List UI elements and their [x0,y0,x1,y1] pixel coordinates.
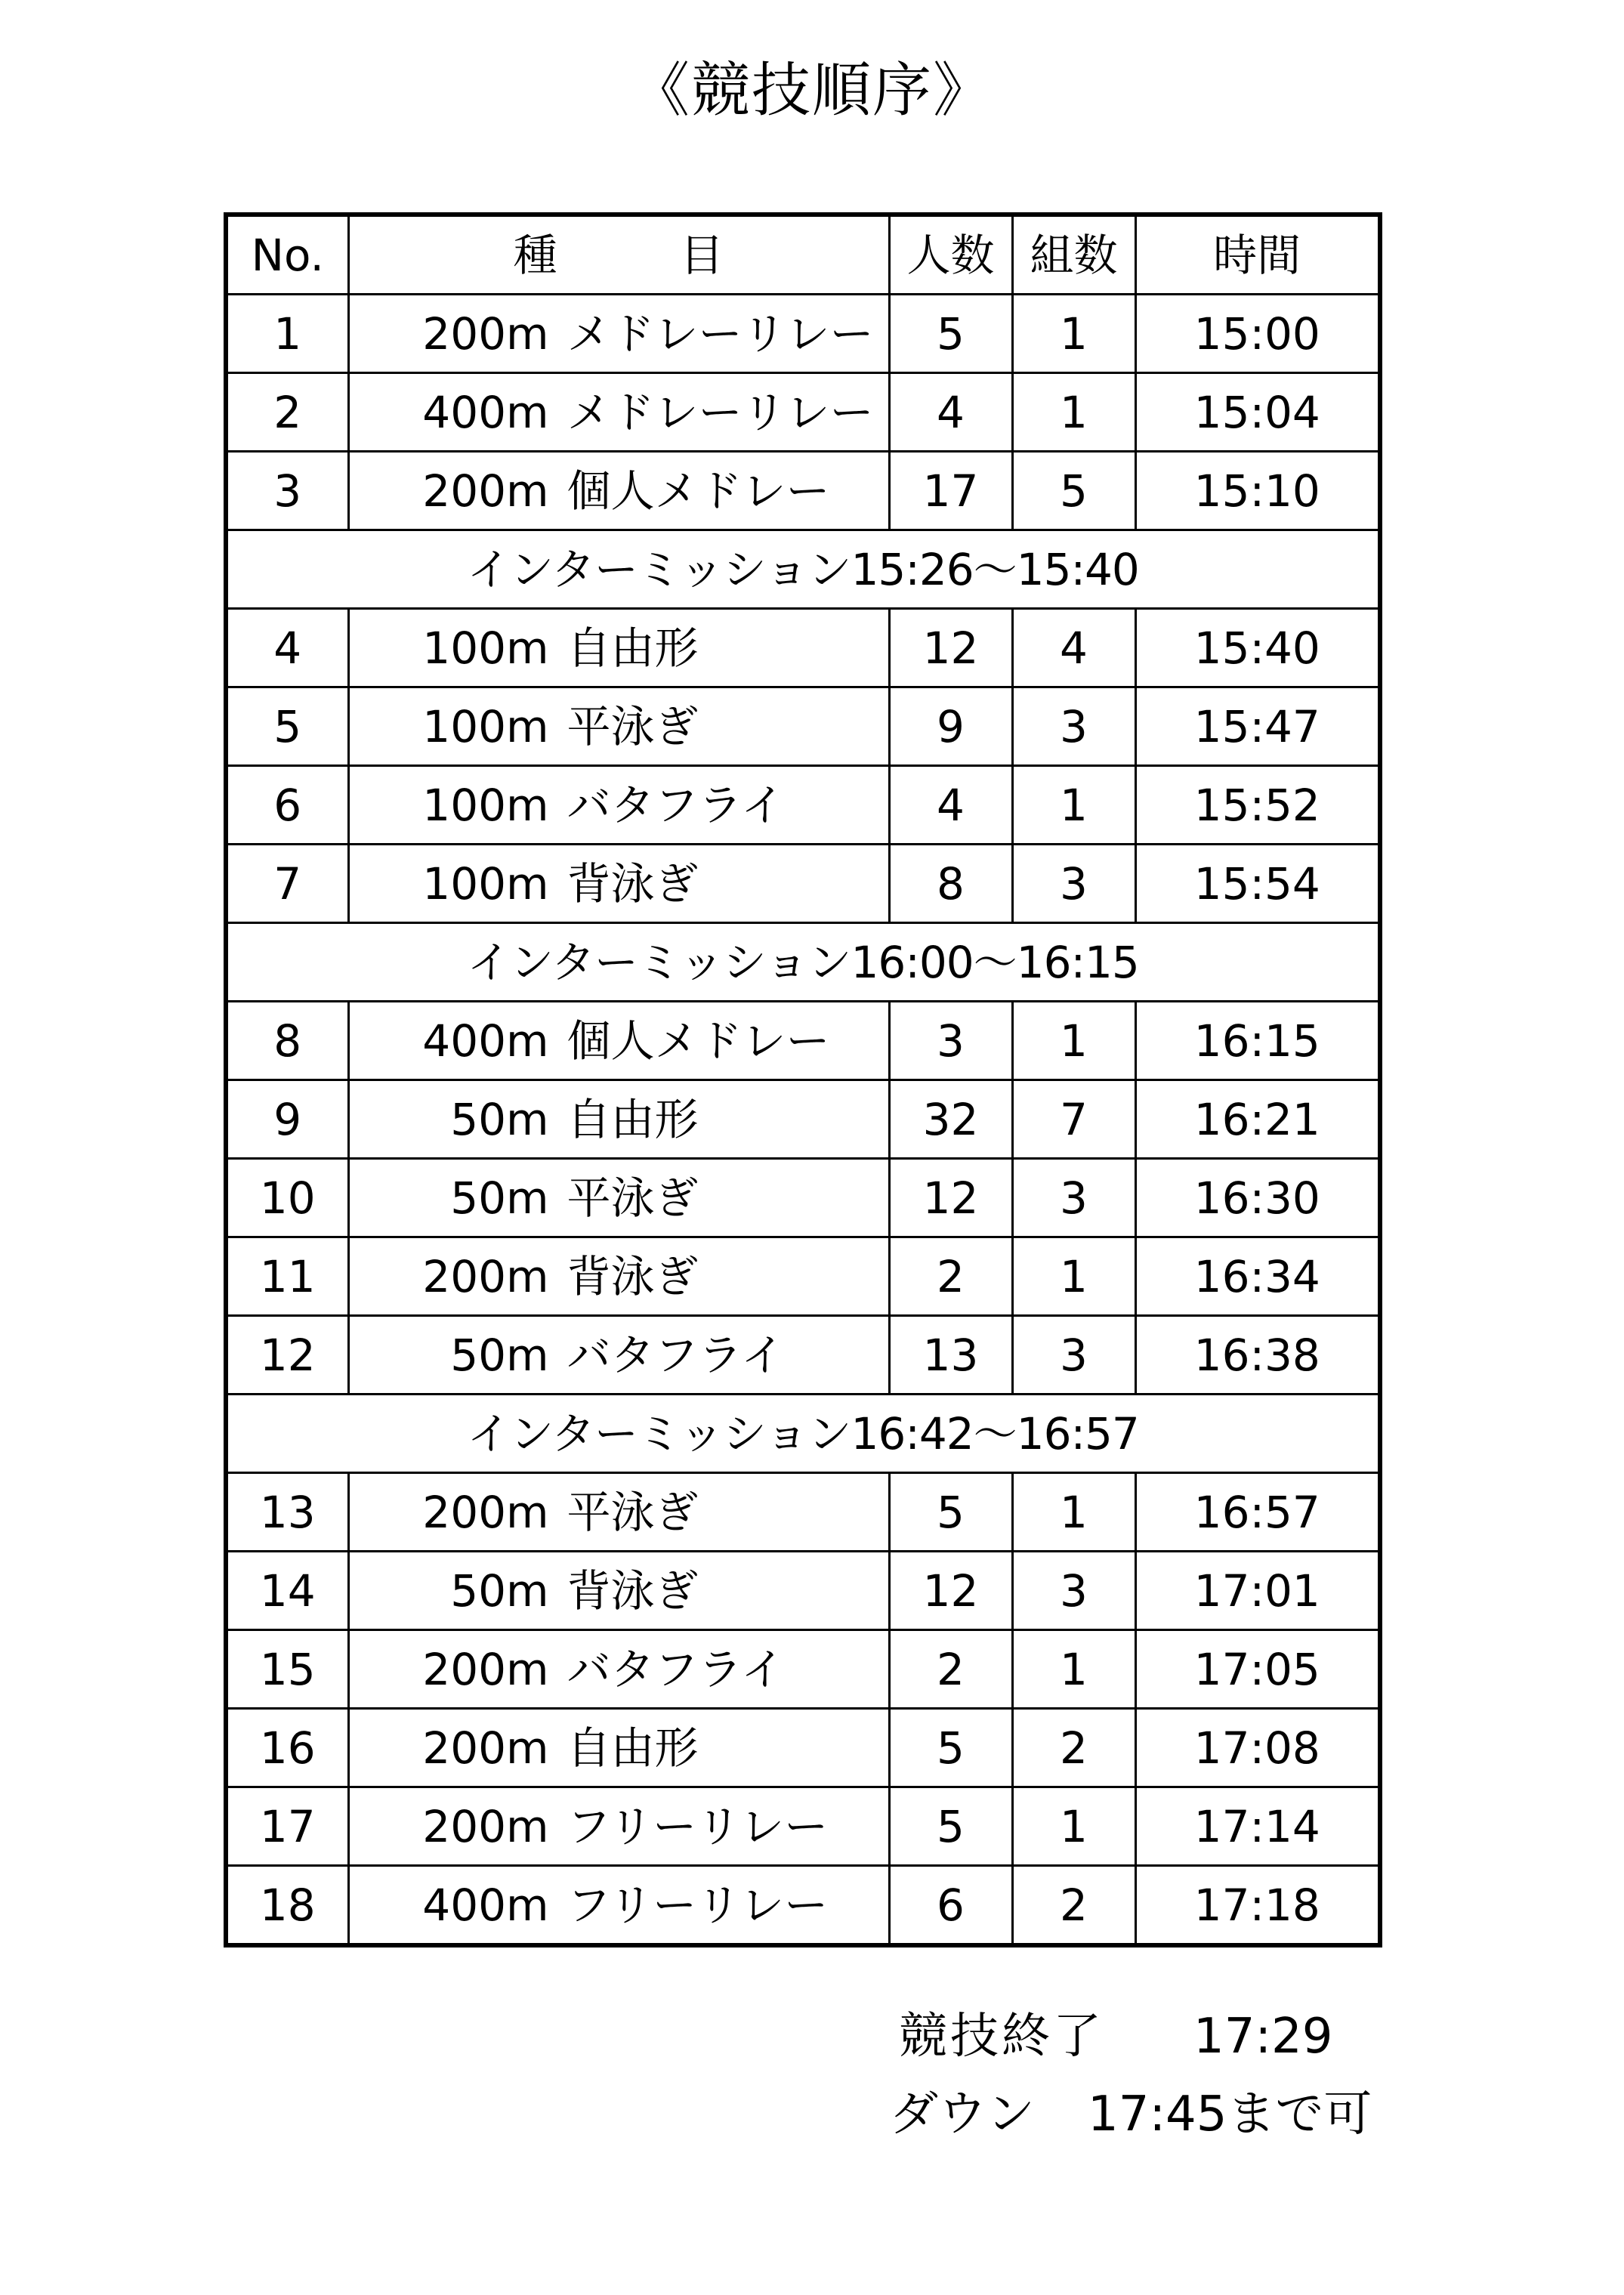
cell-swimmers: 13 [889,1316,1012,1395]
event-name: 個人メドレー [567,1015,830,1067]
table-row [226,295,1380,373]
cell-heats: 1 [1012,766,1135,845]
cell-swimmers: 12 [889,609,1012,687]
cell-heats: 1 [1012,373,1135,452]
table-row [226,1080,1380,1159]
event-distance: 50m [450,1093,549,1145]
schedule-table [224,212,1382,1948]
cell-swimmers: 17 [889,452,1012,530]
cell-event [348,295,889,373]
cell-time: 15:04 [1135,373,1380,452]
event-distance: 200m [422,1486,549,1538]
cell-swimmers: 5 [889,1787,1012,1866]
cell-heats: 3 [1012,1316,1135,1395]
table-row [226,1787,1380,1866]
cell-heats: 4 [1012,609,1135,687]
cell-event [348,1080,889,1159]
cell-heats: 3 [1012,845,1135,923]
cell-event [348,1630,889,1709]
cell-time: 15:52 [1135,766,1380,845]
intermission-text: インターミッション16:42～16:57 [226,1395,1380,1473]
page-title: 《競技順序》 [630,57,993,125]
cell-time: 16:38 [1135,1316,1380,1395]
event-distance: 200m [422,1800,549,1852]
event-distance: 100m [422,622,549,674]
event-name: 平泳ぎ [567,1486,699,1538]
cell-heats: 5 [1012,452,1135,530]
event-distance: 200m [422,465,549,517]
cell-no: 2 [226,373,348,452]
cell-swimmers: 32 [889,1080,1012,1159]
event-distance: 200m [422,1250,549,1302]
event-name: 背泳ぎ [567,1564,699,1617]
cell-time: 16:34 [1135,1237,1380,1316]
cell-time: 16:21 [1135,1080,1380,1159]
intermission-row [226,530,1380,609]
cell-no: 16 [226,1709,348,1787]
cell-heats: 2 [1012,1709,1135,1787]
cell-swimmers: 4 [889,766,1012,845]
cell-no: 13 [226,1473,348,1552]
cell-swimmers: 8 [889,845,1012,923]
table-row [226,1630,1380,1709]
cell-event [348,1316,889,1395]
cell-no: 8 [226,1002,348,1080]
table-header-row [226,215,1380,295]
event-name: メドレーリレー [567,307,874,360]
cell-time: 15:47 [1135,687,1380,766]
cell-no: 12 [226,1316,348,1395]
table-row [226,766,1380,845]
cell-event [348,1709,889,1787]
cell-no: 14 [226,1552,348,1630]
event-distance: 400m [422,1879,549,1931]
cell-swimmers: 5 [889,1473,1012,1552]
event-name: フリーリレー [567,1879,829,1931]
cell-heats: 3 [1012,1159,1135,1237]
cell-time: 17:18 [1135,1866,1380,1946]
cell-time: 16:30 [1135,1159,1380,1237]
intermission-row [226,923,1380,1002]
footer-end-time: 17:29 [1193,2009,1333,2065]
cell-no: 5 [226,687,348,766]
header-swimmers: 人数 [889,215,1012,295]
header-heats: 組数 [1012,215,1135,295]
schedule-body [226,295,1380,1946]
cell-heats: 7 [1012,1080,1135,1159]
table-row [226,1552,1380,1630]
cell-no: 15 [226,1630,348,1709]
cell-time: 16:57 [1135,1473,1380,1552]
event-name: バタフライ [567,1329,785,1381]
cell-heats: 3 [1012,687,1135,766]
footer-end-label: 競技終了 [899,2009,1104,2065]
cell-swimmers: 5 [889,295,1012,373]
intermission-text: インターミッション16:00～16:15 [226,923,1380,1002]
header-event [348,215,889,295]
header-no: No. [226,215,348,295]
intermission-text: インターミッション15:26～15:40 [226,530,1380,609]
footer-cooldown-time: 17:45まで可 [1088,2087,1372,2142]
cell-time: 17:05 [1135,1630,1380,1709]
cell-swimmers: 12 [889,1552,1012,1630]
event-name: メドレーリレー [567,386,874,438]
event-name: バタフライ [567,779,785,831]
cell-swimmers: 2 [889,1630,1012,1709]
cell-heats: 2 [1012,1866,1135,1946]
event-distance: 50m [450,1564,549,1617]
cell-swimmers: 12 [889,1159,1012,1237]
header-time: 時間 [1135,215,1380,295]
cell-no: 4 [226,609,348,687]
cell-swimmers: 9 [889,687,1012,766]
cell-no: 9 [226,1080,348,1159]
event-name: 個人メドレー [567,465,830,517]
event-name: 自由形 [567,1722,699,1774]
cell-event [348,452,889,530]
cell-event [348,1552,889,1630]
cell-no: 6 [226,766,348,845]
table-row [226,1473,1380,1552]
event-name: 平泳ぎ [567,700,699,752]
event-name: バタフライ [567,1643,785,1695]
cell-time: 15:00 [1135,295,1380,373]
event-distance: 100m [422,779,549,831]
cell-event [348,766,889,845]
footer-end [899,2006,1332,2067]
table-row [226,845,1380,923]
cell-time: 16:15 [1135,1002,1380,1080]
cell-heats: 1 [1012,1237,1135,1316]
cell-heats: 1 [1012,1787,1135,1866]
cell-swimmers: 2 [889,1237,1012,1316]
cell-time: 17:14 [1135,1787,1380,1866]
cell-no: 18 [226,1866,348,1946]
cell-event [348,845,889,923]
footer-cooldown [890,2084,1372,2145]
cell-event [348,1866,889,1946]
cell-no: 3 [226,452,348,530]
cell-swimmers: 3 [889,1002,1012,1080]
cell-time: 15:40 [1135,609,1380,687]
event-name: 背泳ぎ [567,857,699,910]
cell-event [348,609,889,687]
cell-time: 17:08 [1135,1709,1380,1787]
cell-event [348,373,889,452]
table-row [226,373,1380,452]
event-name: フリーリレー [567,1800,829,1852]
cell-event [348,1473,889,1552]
cell-event [348,1237,889,1316]
cell-heats: 1 [1012,295,1135,373]
cell-time: 15:10 [1135,452,1380,530]
cell-swimmers: 6 [889,1866,1012,1946]
cell-time: 17:01 [1135,1552,1380,1630]
table-row [226,1316,1380,1395]
event-distance: 50m [450,1172,549,1224]
cell-no: 7 [226,845,348,923]
cell-no: 10 [226,1159,348,1237]
event-distance: 100m [422,857,549,910]
event-name: 背泳ぎ [567,1250,699,1302]
table-row [226,1866,1380,1946]
table-row [226,1002,1380,1080]
header-event-label: 種 目 [513,229,764,281]
table-row [226,452,1380,530]
cell-heats: 1 [1012,1002,1135,1080]
cell-no: 1 [226,295,348,373]
event-distance: 200m [422,1643,549,1695]
footer-cooldown-label: ダウン [890,2087,1035,2142]
cell-heats: 3 [1012,1552,1135,1630]
table-row [226,687,1380,766]
table-row [226,1159,1380,1237]
event-distance: 50m [450,1329,549,1381]
intermission-row [226,1395,1380,1473]
cell-no: 11 [226,1237,348,1316]
event-name: 平泳ぎ [567,1172,699,1224]
event-name: 自由形 [567,622,699,674]
table-row [226,609,1380,687]
cell-event [348,687,889,766]
event-distance: 200m [422,307,549,360]
table-row [226,1237,1380,1316]
event-distance: 400m [422,1015,549,1067]
event-distance: 400m [422,386,549,438]
event-name: 自由形 [567,1093,699,1145]
table-row [226,1709,1380,1787]
event-distance: 200m [422,1722,549,1774]
cell-no: 17 [226,1787,348,1866]
cell-swimmers: 5 [889,1709,1012,1787]
cell-event [348,1787,889,1866]
cell-event [348,1002,889,1080]
event-distance: 100m [422,700,549,752]
cell-time: 15:54 [1135,845,1380,923]
cell-swimmers: 4 [889,373,1012,452]
cell-event [348,1159,889,1237]
cell-heats: 1 [1012,1473,1135,1552]
cell-heats: 1 [1012,1630,1135,1709]
